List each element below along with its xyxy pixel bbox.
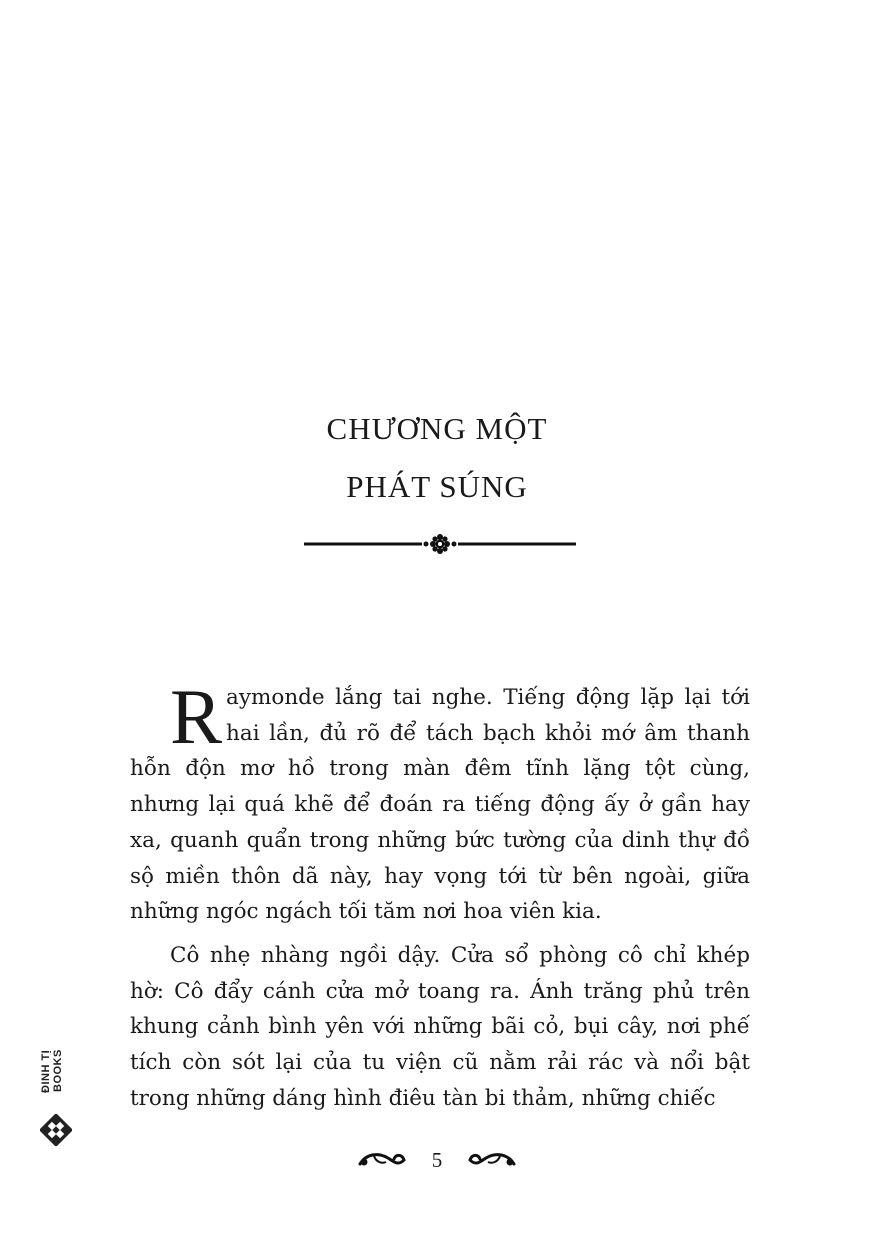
paragraph-text: aymonde lắng tai nghe. Tiếng động lặp lại tới hai lần, đủ rõ để tách bạch khỏi mớ âm thanh hỗn độn mơ hồ trong màn đêm tĩnh lặng tột cùng, nhưng lại quá khẽ để đoán ra tiếng động ấy ở gần hay xa, quanh quẩn trong những bức tường của dinh thự đồ sộ miền thôn dã này, hay vọng tới từ bên ngoài, giữa những ngóc ngách tối tăm nơi hoa viên kia.: [130, 685, 750, 925]
right-flourish-icon: [468, 1150, 516, 1170]
publisher-mark: [38, 1030, 74, 1152]
paragraph: [130, 673, 750, 930]
ornament-divider-icon: [304, 532, 576, 556]
page-footer: [0, 1145, 874, 1175]
publisher-logo-icon: [40, 1114, 72, 1146]
publisher-name: ĐINH TỊ BOOKS: [40, 1049, 64, 1093]
drop-cap: R: [170, 673, 223, 760]
body-text: [130, 673, 750, 1124]
chapter-title: PHÁT SÚNG: [346, 469, 528, 504]
chapter-heading: [0, 400, 874, 516]
chapter-number: CHƯƠNG MỘT: [326, 411, 548, 446]
paragraph: Cô nhẹ nhàng ngồi dậy. Cửa sổ phòng cô chỉ khép hờ: Cô đẩy cánh cửa mở toang ra. Ánh trăng phủ trên khung cảnh bình yên với những bãi cỏ, bụi cây, nơi phế tích còn sót lại của tu viện cũ nằm rải rác và nổi bật trong những dáng hình điêu tàn bi thảm, những chiếc: [130, 942, 750, 1111]
page-number: 5: [431, 1147, 443, 1172]
left-flourish-icon: [358, 1150, 406, 1170]
